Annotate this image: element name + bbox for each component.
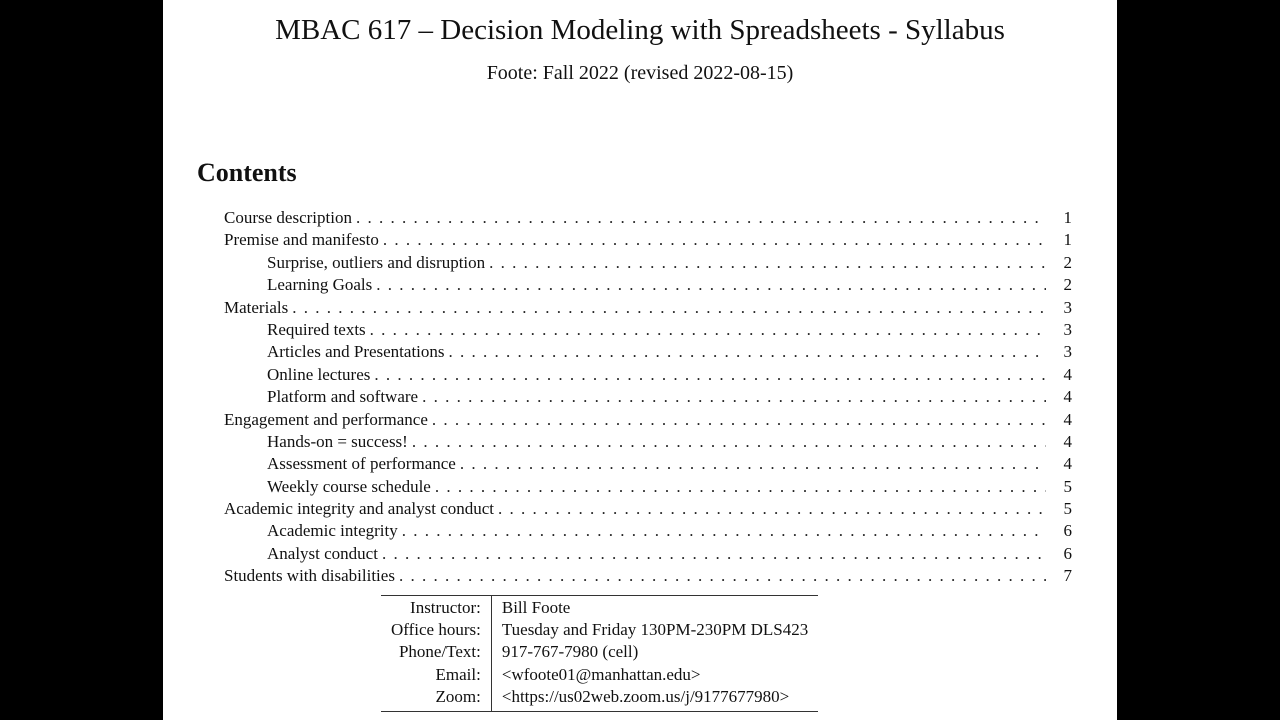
contents-heading: Contents: [197, 158, 297, 187]
toc-page-number[interactable]: 4: [1063, 454, 1072, 474]
toc-page-number[interactable]: 4: [1063, 409, 1072, 429]
toc-dot-leader: [376, 275, 1046, 295]
toc-entry-label[interactable]: Required texts: [267, 319, 366, 339]
info-value: Bill Foote: [501, 598, 571, 617]
toc-page-number[interactable]: 7: [1063, 566, 1072, 586]
document-subtitle: Foote: Fall 2022 (revised 2022-08-15): [486, 62, 794, 84]
toc-dot-leader: [435, 477, 1046, 497]
toc-entry[interactable]: [224, 432, 1072, 454]
info-value: 917-767-7980 (cell): [501, 642, 639, 662]
toc-page-number[interactable]: 3: [1063, 342, 1072, 362]
info-row: [381, 641, 818, 663]
toc-entry[interactable]: [224, 387, 1072, 409]
toc-entry-label[interactable]: Students with disabilities: [224, 566, 395, 586]
toc-entry[interactable]: [224, 499, 1072, 521]
info-row: [381, 619, 818, 641]
info-row: [381, 664, 818, 686]
toc-entry[interactable]: [224, 477, 1072, 499]
info-value: Tuesday and Friday 130PM-230PM DLS423: [501, 620, 809, 640]
toc-dot-leader: [412, 432, 1046, 452]
toc-entry[interactable]: [224, 208, 1072, 230]
toc-dot-leader: [422, 387, 1046, 407]
toc-entry-label[interactable]: Hands-on = success!: [267, 431, 408, 451]
info-value[interactable]: <https://us02web.zoom.us/j/9177677980>: [501, 686, 790, 706]
toc-page-number[interactable]: 6: [1063, 543, 1072, 563]
toc-entry-label[interactable]: Analyst conduct: [267, 543, 378, 563]
toc-page-number[interactable]: 1: [1063, 230, 1072, 250]
toc-dot-leader: [374, 365, 1046, 385]
toc-dot-leader: [498, 499, 1046, 519]
toc-page-number[interactable]: 5: [1063, 476, 1072, 496]
toc-dot-leader: [370, 320, 1046, 340]
document-title: MBAC 617 – Decision Modeling with Spreadsheets - Syllabus: [275, 14, 1005, 46]
toc-dot-leader: [402, 521, 1046, 541]
toc-entry-label[interactable]: Platform and software: [267, 387, 419, 407]
toc-dot-leader: [383, 230, 1046, 250]
toc-entry[interactable]: [224, 410, 1072, 432]
toc-page-number[interactable]: 4: [1063, 431, 1072, 451]
toc-entry[interactable]: [224, 365, 1072, 387]
toc-page-number[interactable]: 6: [1063, 521, 1072, 541]
toc-entry-label[interactable]: Academic integrity and analyst conduct: [224, 499, 495, 519]
toc-entry-label[interactable]: Academic integrity: [267, 521, 398, 541]
toc-page-number[interactable]: 3: [1063, 319, 1072, 339]
info-label: Zoom:: [381, 686, 491, 712]
toc-dot-leader: [432, 410, 1046, 430]
toc-entry-label[interactable]: Articles and Presentations: [267, 342, 445, 362]
info-label: Instructor:: [381, 596, 491, 620]
toc-entry-label[interactable]: Surprise, outliers and disruption: [267, 252, 486, 272]
toc-entry-label[interactable]: Engagement and performance: [224, 409, 428, 429]
toc-entry-label[interactable]: Online lectures: [267, 364, 371, 384]
info-row: [381, 596, 818, 620]
info-label: Office hours:: [381, 619, 491, 641]
toc-page-number[interactable]: 4: [1063, 364, 1072, 384]
toc-entry-label[interactable]: Premise and manifesto: [224, 230, 379, 250]
info-row: [381, 686, 818, 712]
toc-entry[interactable]: [224, 342, 1072, 364]
toc-entry[interactable]: [224, 454, 1072, 476]
toc-entry[interactable]: [224, 230, 1072, 252]
toc-page-number[interactable]: 4: [1063, 387, 1072, 407]
toc-entry[interactable]: [224, 320, 1072, 342]
table-of-contents: [224, 208, 1072, 589]
toc-dot-leader: [399, 566, 1046, 586]
toc-entry[interactable]: [224, 566, 1072, 588]
toc-entry-label[interactable]: Course description: [224, 208, 352, 227]
toc-entry[interactable]: [224, 275, 1072, 297]
toc-dot-leader: [489, 253, 1046, 273]
toc-dot-leader: [382, 544, 1046, 564]
toc-dot-leader: [356, 208, 1046, 228]
toc-entry-label[interactable]: Learning Goals: [267, 275, 373, 295]
toc-entry-label[interactable]: Assessment of performance: [267, 454, 456, 474]
document-page: [163, 0, 1117, 720]
toc-entry[interactable]: [224, 253, 1072, 275]
toc-entry-label[interactable]: Materials: [224, 297, 289, 317]
toc-page-number[interactable]: 5: [1063, 499, 1072, 519]
toc-page-number[interactable]: 2: [1063, 275, 1072, 295]
toc-page-number[interactable]: 1: [1063, 208, 1072, 227]
toc-dot-leader: [449, 342, 1046, 362]
toc-entry[interactable]: [224, 544, 1072, 566]
toc-page-number[interactable]: 2: [1063, 252, 1072, 272]
toc-entry-label[interactable]: Weekly course schedule: [267, 476, 431, 496]
toc-dot-leader: [460, 454, 1046, 474]
toc-entry[interactable]: [224, 298, 1072, 320]
info-label: Phone/Text:: [381, 641, 491, 663]
info-value[interactable]: <wfoote01@manhattan.edu>: [501, 664, 701, 684]
instructor-info-table: [381, 595, 818, 712]
info-label: Email:: [381, 664, 491, 686]
toc-dot-leader: [292, 298, 1046, 318]
toc-entry[interactable]: [224, 521, 1072, 543]
toc-page-number[interactable]: 3: [1063, 297, 1072, 317]
